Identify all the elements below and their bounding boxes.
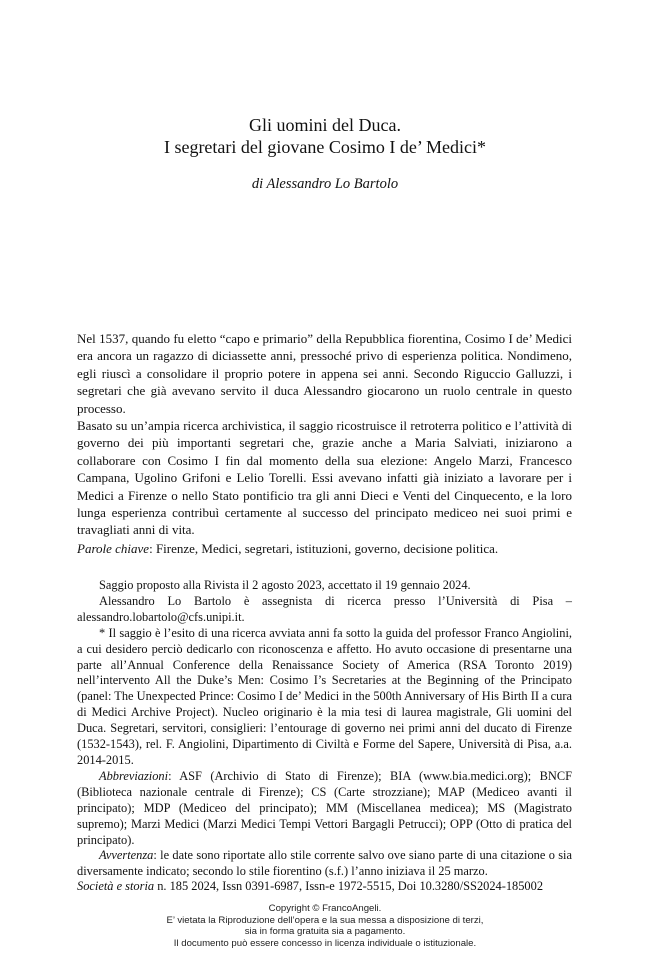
copyright-line-1: Copyright © FrancoAngeli. [268,903,382,914]
journal-details: n. 185 2024, Issn 0391-6987, Issn-e 1972-5515, Doi 10.3280/SS2024-185002 [154,879,544,893]
note-submission: Saggio proposto alla Rivista il 2 agosto 2023, accettato il 19 gennaio 2024. [99,578,471,592]
copyright-line-3: sia in forma gratuita sia a pagamento. [244,926,406,938]
note-star: * Il saggio è l’esito di una ricerca avviata anni fa sotto la guida del professor Franco Angiolini, a cui desidero perciò dedicarlo con riconoscenza e affetto. Ho avuto occasione di presentarne una parte all’Annual Conference della Renaissance Society of America (RSA Toronto 2019) nell’intervento All the Duke’s Men: Cosimo I’s Secretaries at the Beginning of the Principato (panel: The Unexpected Prince: Cosimo I de’ Medici in the 500th Anniversary of His Birth II a cura di Medici Archive Project). Nucleo originario è la mia tesi di laurea magistrale, Gli uomini del Duca. Segretari, servitori, consiglieri: l’entourage di governo nei primi anni del ducato di Firenze (1532-1543), rel. F. Angiolini, Dipartimento di Civiltà e Forme del Sapere, Università di Pisa, a.a. 2014-2015. [77,625,572,767]
copyright-line-4: Il documento può essere concesso in licenza individuale o istituzionale. [173,937,477,949]
title-line-2: I segretari del giovane Cosimo I de’ Medici* [163,137,487,157]
footnotes [77,578,572,880]
abbreviations-text: : ASF (Archivio di Stato di Firenze); BIA (www.bia.medici.org); BNCF (Biblioteca nazionale centrale di Firenze); CS (Carte strozziane); MAP (Mediceo avanti il principato); MDP (Mediceo del principato); MM (Miscellanea medicea); MS (Magistrato supremo); Marzi Medici (Marzi Medici Tempi Vettori Bargagli Petrucci); OPP (Otto di pratica del principato). [77,768,572,847]
keywords-label: Parole chiave [77,541,150,556]
title-line-1: Gli uomini del Duca. [249,115,401,135]
copyright-notice [0,903,650,949]
warning-label: Avvertenza [99,848,154,863]
warning-text: : le date sono riportate allo stile corrente salvo ove siano parte di una citazione o sia diversamente indicato; secondo lo stile fiorentino (s.f.) l’anno iniziava il 25 marzo. [77,848,572,879]
abstract-paragraph-1: Nel 1537, quando fu eletto “capo e primario” della Repubblica fiorentina, Cosimo I de’ Medici era ancora un ragazzo di diciassette anni, pressoché privo di esperienza politica. Nondimeno, egli riuscì a consolidare il proprio potere in appena sei anni. Secondo Riguccio Galluzzi, i segretari che già avevano servito il duca Alessandro giocarono un ruolo centrale in questo processo. [77,331,572,416]
author-byline: di Alessandro Lo Bartolo [251,176,399,192]
abbreviations-label: Abbreviazioni [99,768,169,783]
journal-citation [77,878,572,894]
keywords [77,540,572,557]
keywords-text: : Firenze, Medici, segretari, istituzioni, governo, decisione politica. [149,541,499,556]
abstract [77,330,572,539]
note-warning [77,848,572,880]
abstract-paragraph-2: Basato su un’ampia ricerca archivistica, il saggio ricostruisce il retroterra politico e l’attività di governo dei più importanti segretari che, grazie anche a Maria Salviati, iniziarono a collaborare con Cosimo I fin dal momento della sua elezione: Angelo Marzi, Francesco Campana, Ugolino Grifoni e Lelio Torelli. Essi avevano infatti già iniziato a lavorare per i Medici a Firenze o nello Stato pontificio tra gli anni Dieci e Venti del Cinquecento, e la loro lunga esperienza contribuì certamente al successo del principato mediceo nei suoi primi e travagliati anni di vita. [77,418,572,538]
journal-name: Società e storia [77,879,155,893]
note-abbreviations [77,769,572,849]
copyright-line-2: E’ vietata la Riproduzione dell’opera e la sua messa a disposizione di terzi, [166,914,484,926]
article-title [0,114,650,158]
note-affiliation: Alessandro Lo Bartolo è assegnista di ricerca presso l’Università di Pisa – alessandro.lobartolo@cfs.unipi.it. [77,593,572,624]
